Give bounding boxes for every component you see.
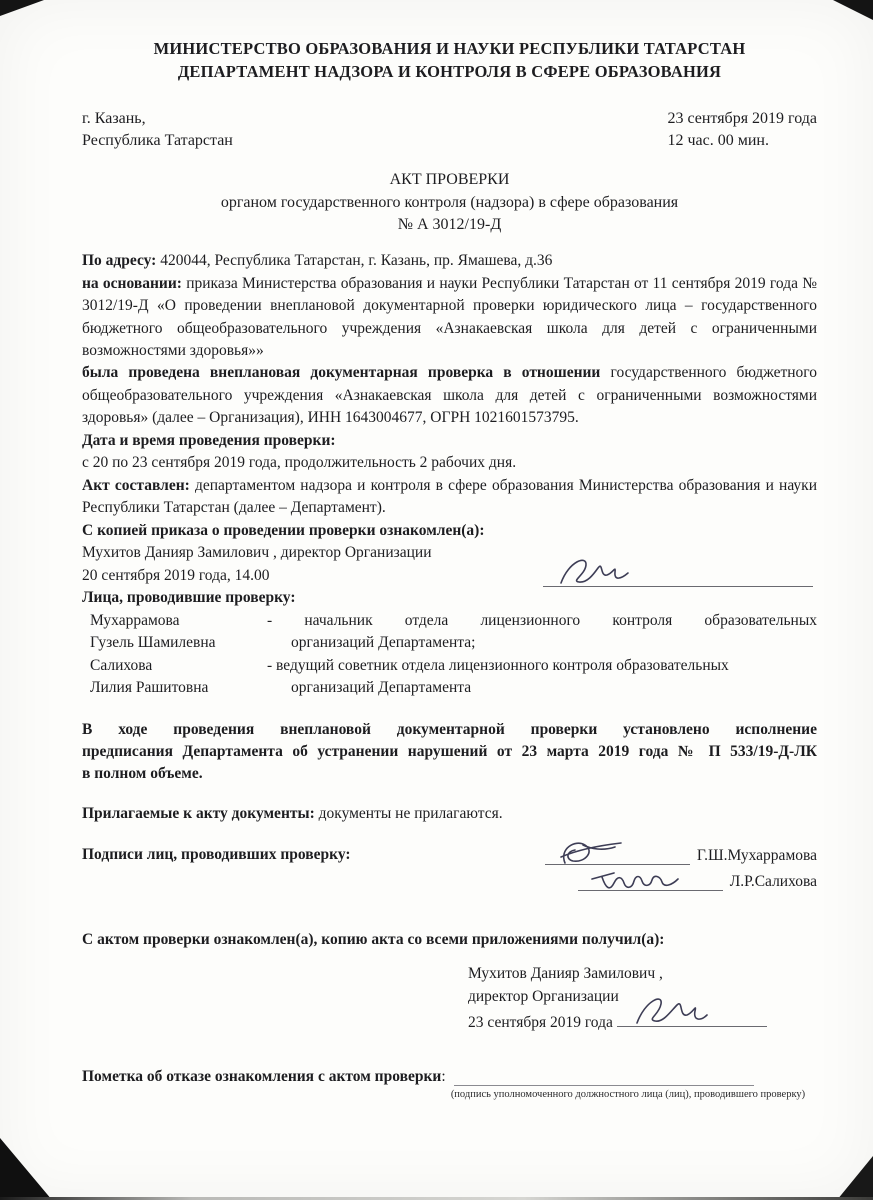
refusal-note: (подпись уполномоченного должностного лица (лиц), проводившего проверку) <box>450 1088 806 1100</box>
acknowledgment-person-block <box>468 962 817 1035</box>
refusal-signature-line <box>454 1067 754 1086</box>
signature-mukharramova <box>555 837 633 871</box>
datetime-block <box>667 108 817 153</box>
copy-signature-row <box>82 565 817 587</box>
inspectors-label: Лица, проводившие проверку: <box>82 589 296 607</box>
signature-row-1 <box>545 846 817 865</box>
signature-line-2 <box>578 872 723 891</box>
document-title <box>82 169 817 237</box>
paragraph-datetime-text: с 20 по 23 сентября 2019 года, продолжительность 2 рабочих дня. <box>82 454 517 472</box>
ack-date: 23 сентября 2019 года <box>468 1014 613 1032</box>
signature-salikhova <box>588 867 684 897</box>
paragraph-address <box>82 250 817 272</box>
ministry-header-line2: ДЕПАРТАМЕНТ НАДЗОРА И КОНТРОЛЯ В СФЕРЕ ОБРАЗОВАНИЯ <box>177 61 722 81</box>
refusal-colon: : <box>441 1067 446 1085</box>
signature-row-2 <box>578 872 817 891</box>
acknowledgment-label: С актом проверки ознакомлен(а), копию акта со всеми приложениями получил(а): <box>82 931 665 949</box>
inspector-1-role: - начальник отдела лицензионного контроля образовательных организаций Департамента; <box>267 611 817 652</box>
copy-date: 20 сентября 2019 года, 14.00 <box>82 566 270 584</box>
paragraph-copy-label: С копией приказа о проведении проверки ознакомлен(а): <box>82 521 485 539</box>
conducted-label: была проведена внеплановая документарная проверка в отношении <box>82 364 601 382</box>
inspector-2-name: Салихова Лилия Рашитовна <box>90 656 209 697</box>
inspector-1-name: Мухаррамова Гузель Шамилевна <box>90 611 216 652</box>
signatory-name-2: Л.Р.Салихова <box>729 873 817 891</box>
attachments-text: документы не прилагаются. <box>318 804 503 822</box>
ack-person-name: Мухитов Данияр Замилович , <box>468 964 663 982</box>
paragraph-act-composed <box>82 475 817 520</box>
scan-corner-artifact-bottom-left <box>0 1138 52 1200</box>
scan-corner-artifact-top-right <box>833 0 873 20</box>
ministry-header-line1: МИНИСТЕРСТВО ОБРАЗОВАНИЯ И НАУКИ РЕСПУБЛИКИ ТАТАРСТАН <box>153 39 746 58</box>
basis-text: приказа Министерства образования и науки Республики Татарстан от 11 сентября 2019 года № 3012/19-Д «О проведении внеплановой документарной проверки юридического лица – государственного бюджетного общеобразовательного учреждения «Азнакаевская школа для детей с ограниченными возможностями здоровья»» <box>82 274 818 359</box>
conclusion-paragraph: В ходе проведения внеплановой документарной проверки установлено исполнение предписания Департамента об устранении нарушений от 23 марта 2019 года № П 533/19-Д-ЛК в полном объеме. <box>82 720 817 783</box>
signatory-name-1: Г.Ш.Мухаррамова <box>696 847 817 865</box>
refusal-label: Пометка об отказе ознакомления с актом проверки <box>82 1067 442 1085</box>
body-text <box>82 250 817 1099</box>
ack-signature-line <box>617 1008 767 1027</box>
paragraph-conducted <box>82 362 817 429</box>
address-text: 420044, Республика Татарстан, г. Казань, пр. Ямашева, д.36 <box>160 252 553 270</box>
basis-label: на основании: <box>82 274 182 292</box>
paragraph-copy-person: Мухитов Данияр Замилович , директор Организации <box>82 544 432 562</box>
signature-mukhitov-ack <box>627 991 717 1033</box>
place-block <box>82 108 233 153</box>
scan-corner-artifact-bottom-right <box>837 1156 873 1200</box>
place-city: г. Казань, <box>82 109 146 127</box>
copy-signature-line <box>543 568 813 587</box>
attachments-label: Прилагаемые к акту документы: <box>82 804 315 822</box>
address-label: По адресу: <box>82 252 157 270</box>
signature-line-1 <box>545 846 690 865</box>
refusal-row <box>82 1067 817 1086</box>
document-time: 12 час. 00 мин. <box>667 132 769 150</box>
scan-corner-artifact-top-left <box>0 0 44 16</box>
signatures-label: Подписи лиц, проводивших проверку: <box>82 846 351 864</box>
document-date: 23 сентября 2019 года <box>667 109 817 127</box>
ministry-header <box>82 38 817 84</box>
meta-row <box>82 108 817 153</box>
title-act: АКТ ПРОВЕРКИ <box>389 170 510 188</box>
inspector-2-role: - ведущий советник отдела лицензионного контроля образовательных организаций Департамента <box>267 656 729 697</box>
paragraph-datetime-label: Дата и время проведения проверки: <box>82 431 336 449</box>
title-number: № А 3012/19-Д <box>397 216 502 234</box>
conducted-text: государственного бюджетного общеобразовательного учреждения «Азнакаевская школа для детей с ограниченными возможностями здоровья» (далее – Организация), ИНН 1643004677, ОГРН 1021601573795. <box>82 364 817 427</box>
ack-person-role: директор Организации <box>468 988 619 1006</box>
inspectors-table <box>82 610 817 700</box>
act-text: департаментом надзора и контроля в сфере образования Министерства образования и науки Республики Татарстан (далее – Департамент). <box>82 476 817 517</box>
signatures-column <box>545 844 817 891</box>
refusal-label-wrap <box>82 1068 446 1086</box>
inspectors-signatures-block <box>82 844 817 891</box>
title-subtitle: органом государственного контроля (надзора) в сфере образования <box>220 193 679 211</box>
attachments-paragraph <box>82 803 817 825</box>
ack-date-row <box>468 1008 817 1034</box>
place-region: Республика Татарстан <box>82 132 233 150</box>
signature-mukhitov-copy <box>553 553 645 593</box>
paragraph-basis <box>82 273 817 363</box>
act-label: Акт составлен: <box>82 476 190 494</box>
